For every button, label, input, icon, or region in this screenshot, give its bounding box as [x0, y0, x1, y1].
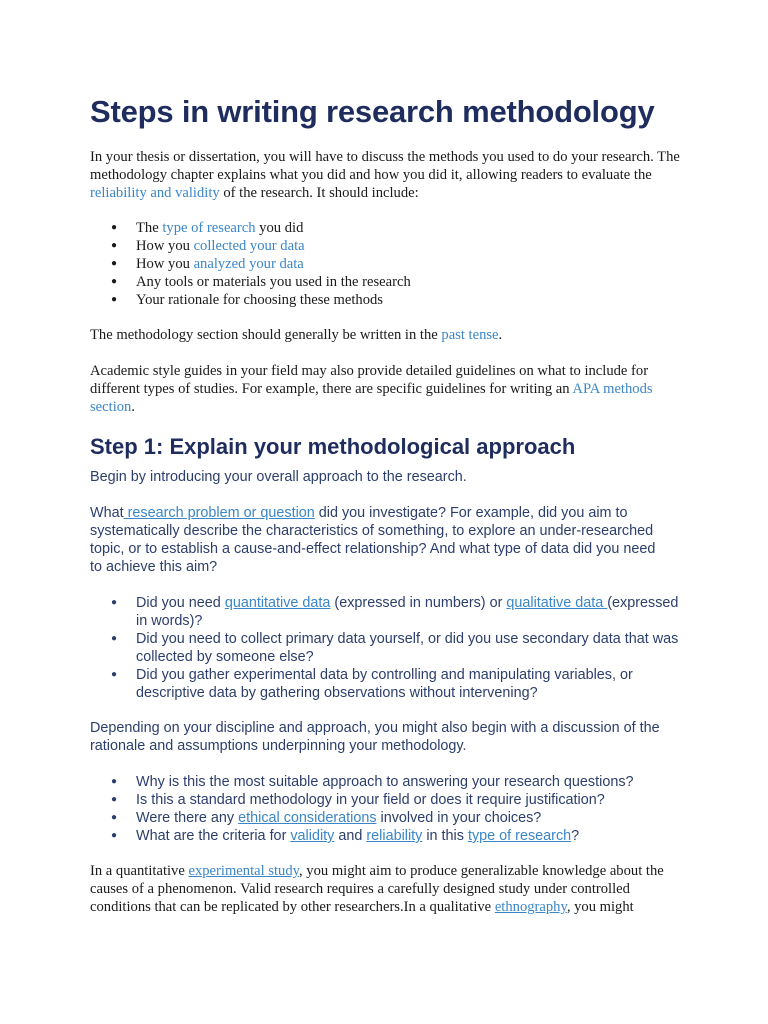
reliability-link[interactable]: reliability — [366, 828, 423, 844]
tense-paragraph: The methodology section should generally be written in the past tense. — [90, 327, 503, 343]
ethnography-link[interactable]: ethnography — [494, 899, 567, 915]
intro-paragraph — [90, 148, 690, 202]
validity-link[interactable]: validity — [290, 828, 335, 844]
collected-data-link[interactable]: collected your data — [193, 238, 305, 254]
list-item: ● Is this a standard methodology in your field or does it require justification? — [111, 792, 605, 808]
bullet-icon: ● — [111, 258, 118, 269]
quantitative-paragraph: In a quantitative experimental study, you might aim to produce generalizable knowledge about the causes of a phenomenon. Valid research requires a carefully designed study under controlled conditions that can be replicated by other researchers.In a qualitative ethnography, you might — [90, 863, 664, 915]
list-item: ● How you analyzed your data — [111, 256, 304, 272]
quantitative-data-link[interactable]: quantitative data — [224, 595, 331, 611]
intro-text-end: of the research. It should include: — [219, 185, 419, 201]
ethical-considerations-link[interactable]: ethical considerations — [238, 810, 377, 826]
type-of-research-link[interactable]: type of research — [162, 220, 256, 236]
data-type-list — [90, 594, 690, 702]
qualitative-data-link[interactable]: qualitative data — [506, 595, 608, 611]
research-problem-link[interactable]: research problem or question — [123, 505, 315, 521]
list-item: ● Why is this the most suitable approach to answering your research questions? — [111, 774, 634, 790]
rationale-paragraph: Depending on your discipline and approach, you might also begin with a discussion of the rationale and assumptions underpinning your methodology. — [90, 720, 660, 754]
bullet-icon: ● — [111, 276, 118, 287]
list-item: ● Your rationale for choosing these methods — [111, 292, 383, 308]
bullet-icon: ● — [111, 776, 118, 787]
past-tense-link[interactable]: past tense — [441, 327, 499, 343]
step1-intro: Begin by introducing your overall approach to the research. — [90, 469, 467, 485]
bullet-icon: ● — [111, 794, 118, 805]
list-item: ● Did you gather experimental data by controlling and manipulating variables, or descriptive data by gathering observations without intervening? — [111, 667, 633, 701]
list-item: ● What are the criteria for validity and reliability in this type of research? — [111, 828, 580, 844]
step1-question-paragraph: What research problem or question did you investigate? For example, did you aim to systematically describe the characteristics of something, to explore an under-researched topic, or to establish a cause-and-effect relationship? And what type of data did you need to achieve this aim? — [90, 505, 656, 575]
intro-text: In your thesis or dissertation, you will have to discuss the methods you used to do your research. The methodology chapter explains what you did and how you did it, allowing readers to evaluate the — [90, 149, 680, 183]
bullet-icon: ● — [111, 294, 118, 305]
step1-heading: Step 1: Explain your methodological approach — [90, 434, 576, 459]
bullet-icon: ● — [111, 669, 118, 680]
bullet-icon: ● — [111, 812, 118, 823]
list-item: ● The type of research you did — [111, 220, 304, 236]
bullet-icon: ● — [111, 633, 118, 644]
list-item: ● Did you need to collect primary data yourself, or did you use secondary data that was collected by someone else? — [111, 631, 679, 665]
list-item: ● Did you need quantitative data (expressed in numbers) or qualitative data (expressed in words)? — [111, 595, 679, 629]
experimental-study-link[interactable]: experimental study — [188, 863, 299, 879]
bullet-icon: ● — [111, 830, 118, 841]
bullet-icon: ● — [111, 222, 118, 233]
bullet-icon: ● — [111, 597, 118, 608]
list-item: ● Any tools or materials you used in the research — [111, 274, 411, 290]
include-list — [90, 219, 690, 309]
reliability-validity-link[interactable]: reliability and validity — [90, 185, 220, 201]
list-item: ● Were there any ethical considerations involved in your choices? — [111, 810, 542, 826]
bullet-icon: ● — [111, 240, 118, 251]
justification-list — [90, 773, 690, 845]
list-item: ● How you collected your data — [111, 238, 305, 254]
page-title: Steps in writing research methodology — [90, 94, 655, 129]
type-of-research-link-2[interactable]: type of research — [467, 828, 572, 844]
analyzed-data-link[interactable]: analyzed your data — [193, 256, 304, 272]
apa-methods-link[interactable]: APA methods section — [90, 381, 653, 415]
style-paragraph: Academic style guides in your field may also provide detailed guidelines on what to include for different types of studies. For example, there are specific guidelines for writing an APA methods section. — [90, 363, 653, 415]
